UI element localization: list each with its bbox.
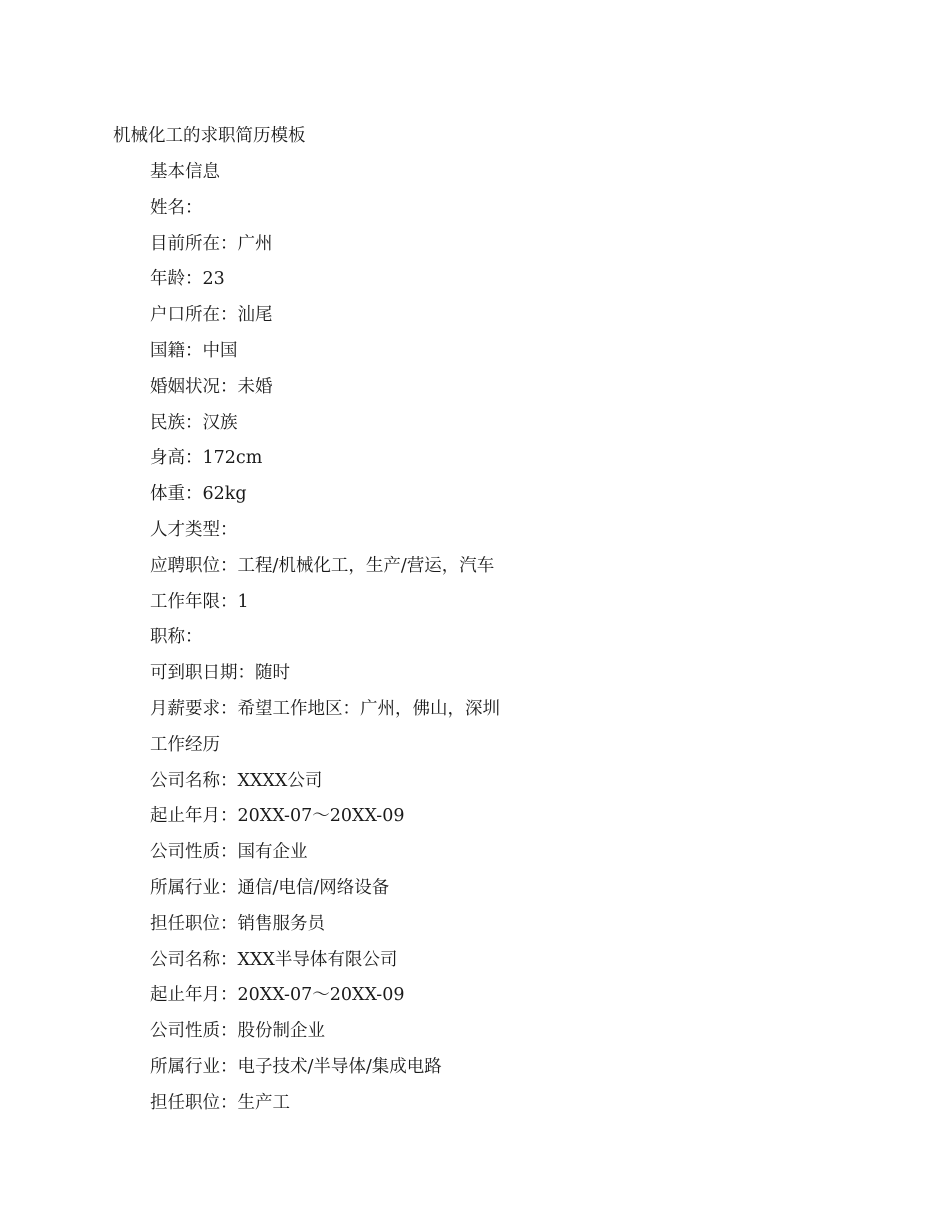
job2-company-name: 公司名称：XXX半导体有限公司 (150, 949, 398, 970)
section-heading-basic-info: 基本信息 (150, 162, 220, 182)
field-applied-position: 应聘职位：工程/机械化工，生产/营运，汽车 (150, 555, 495, 576)
field-name: 姓名： (150, 197, 203, 218)
field-talent-type: 人才类型： (150, 519, 238, 540)
field-professional-title: 职称： (150, 627, 203, 648)
job2-period: 起止年月：20XX-07～20XX-09 (150, 985, 405, 1006)
field-nationality: 国籍：中国 (150, 340, 238, 361)
job2-company-type: 公司性质：股份制企业 (150, 1021, 325, 1042)
field-hukou-location: 户口所在：汕尾 (150, 305, 273, 326)
document-title: 机械化工的求职简历模板 (113, 126, 306, 146)
job2-position: 担任职位：生产工 (150, 1092, 290, 1113)
job2-industry: 所属行业：电子技术/半导体/集成电路 (150, 1056, 442, 1077)
field-weight: 体重：62kg (150, 484, 247, 505)
field-height: 身高：172cm (150, 448, 263, 469)
field-years-of-work: 工作年限：1 (150, 591, 249, 612)
field-available-date: 可到职日期：随时 (150, 663, 290, 684)
field-marital-status: 婚姻状况：未婚 (150, 376, 273, 397)
field-age: 年龄：23 (150, 269, 225, 290)
job1-position: 担任职位：销售服务员 (150, 913, 325, 934)
section-heading-work-experience: 工作经历 (150, 734, 220, 755)
field-current-location: 目前所在：广州 (150, 233, 273, 254)
job1-industry: 所属行业：通信/电信/网络设备 (150, 877, 390, 898)
field-ethnicity: 民族：汉族 (150, 412, 238, 433)
job1-company-name: 公司名称：XXXX公司 (150, 770, 323, 791)
job1-period: 起止年月：20XX-07～20XX-09 (150, 806, 405, 827)
resume-lines (150, 160, 500, 1127)
job1-company-type: 公司性质：国有企业 (150, 842, 308, 863)
field-salary-and-region: 月薪要求：希望工作地区：广州，佛山，深圳 (150, 698, 500, 719)
